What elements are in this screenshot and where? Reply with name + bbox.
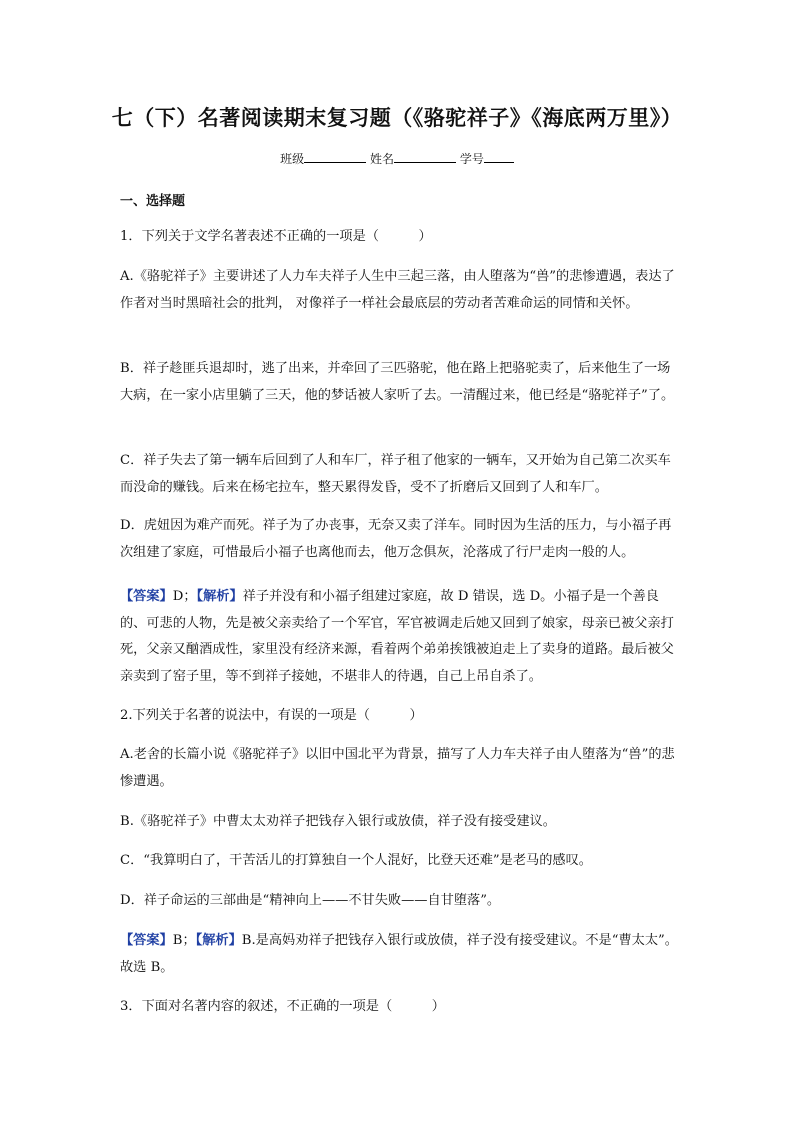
q2-analysis-tag: 【解析】 bbox=[195, 933, 242, 948]
q2-analysis: B.是高妈劝祥子把钱存入银行或放债，祥子没有接受建议。不是“曹太太”。故选 B。 bbox=[120, 933, 678, 975]
q1-option-b: B．祥子趁匪兵退却时，逃了出来，并牵回了三匹骆驼，他在路上把骆驼卖了，后来他生了一场大病，在一家小店里躺了三天，他的梦话被人家听了去。一清醒过来，他已经是“骆驼祥子”了。 bbox=[120, 361, 675, 403]
number-label: 学号 bbox=[459, 152, 484, 166]
q2-answer-tag: 【答案】 bbox=[120, 933, 173, 948]
q2-stem: 2.下列关于名著的说法中，有误的一项是（ ） bbox=[120, 708, 423, 723]
section-title: 一、选择题 bbox=[120, 194, 186, 209]
q1-answer-value: D； bbox=[172, 589, 197, 604]
q1-answer-tag: 【答案】 bbox=[120, 589, 173, 604]
q1-stem: 1．下列关于文学名著表述不正确的一项是（ ） bbox=[120, 229, 432, 244]
name-label: 姓名 bbox=[369, 152, 394, 166]
q1-option-d: D．虎妞因为难产而死。祥子为了办丧事，无奈又卖了洋车。同时因为生活的压力，与小福子再次组建了家庭，可惜最后小福子也离他而去，他万念俱灰，沦落成了行尸走肉一般的人。 bbox=[120, 518, 672, 560]
number-blank bbox=[484, 150, 514, 163]
q2-answer-value: B； bbox=[172, 933, 196, 948]
q1-option-c: C．祥子失去了第一辆车后回到了人和车厂，祥子租了他家的一辆车，又开始为自己第二次买车而没命的赚钱。后来在杨宅拉车，整天累得发昏，受不了折磨后又回到了人和车厂。 bbox=[120, 453, 671, 495]
q3-stem: 3．下面对名著内容的叙述，不正确的一项是（ ） bbox=[120, 999, 445, 1014]
q1-analysis: 祥子并没有和小福子组建过家庭，故 D 错误，选 D。小福子是一个善良的、可悲的人物，先是被父亲卖给了一个军官，军官被调走后她又回到了娘家，母亲已被父亲打死，父亲又酗酒成性，家里没有经济来源，看着两个弟弟挨饿被迫走上了卖身的道路。最后被父亲卖到了窑子里，等不到祥子接她，不堪非人的待遇，自己上吊自杀了。 bbox=[120, 589, 674, 684]
q2-option-c: C．“我算明白了，干苦活儿的打算独自一个人混好，比登天还难”是老马的感叹。 bbox=[120, 853, 592, 868]
q2-option-a: A.老舍的长篇小说《骆驼祥子》以旧中国北平为背景，描写了人力车夫祥子由人堕落为“兽”的悲惨遭遇。 bbox=[120, 747, 675, 789]
q1-option-a: A.《骆驼祥子》主要讲述了人力车夫祥子人生中三起三落，由人堕落为“兽”的悲惨遭遇，表达了作者对当时黑暗社会的批判， 对像祥子一样社会最底层的劳动者苦难命运的同情和关怀。 bbox=[120, 269, 675, 311]
name-blank bbox=[394, 150, 456, 163]
q2-option-b: B.《骆驼祥子》中曹太太劝祥子把钱存入银行或放债，祥子没有接受建议。 bbox=[120, 814, 556, 829]
class-label: 班级 bbox=[280, 152, 305, 166]
q1-analysis-tag: 【解析】 bbox=[196, 589, 243, 604]
student-info-line bbox=[0, 150, 794, 167]
q1-answer bbox=[120, 584, 680, 690]
q2-option-d: D．祥子命运的三部曲是“精神向上——不甘失败——自甘堕落”。 bbox=[120, 893, 501, 908]
q2-answer bbox=[120, 928, 680, 981]
document-title: 七（下）名著阅读期末复习题（《骆驼祥子》《海底两万里》） bbox=[111, 105, 683, 130]
class-blank bbox=[304, 150, 366, 163]
